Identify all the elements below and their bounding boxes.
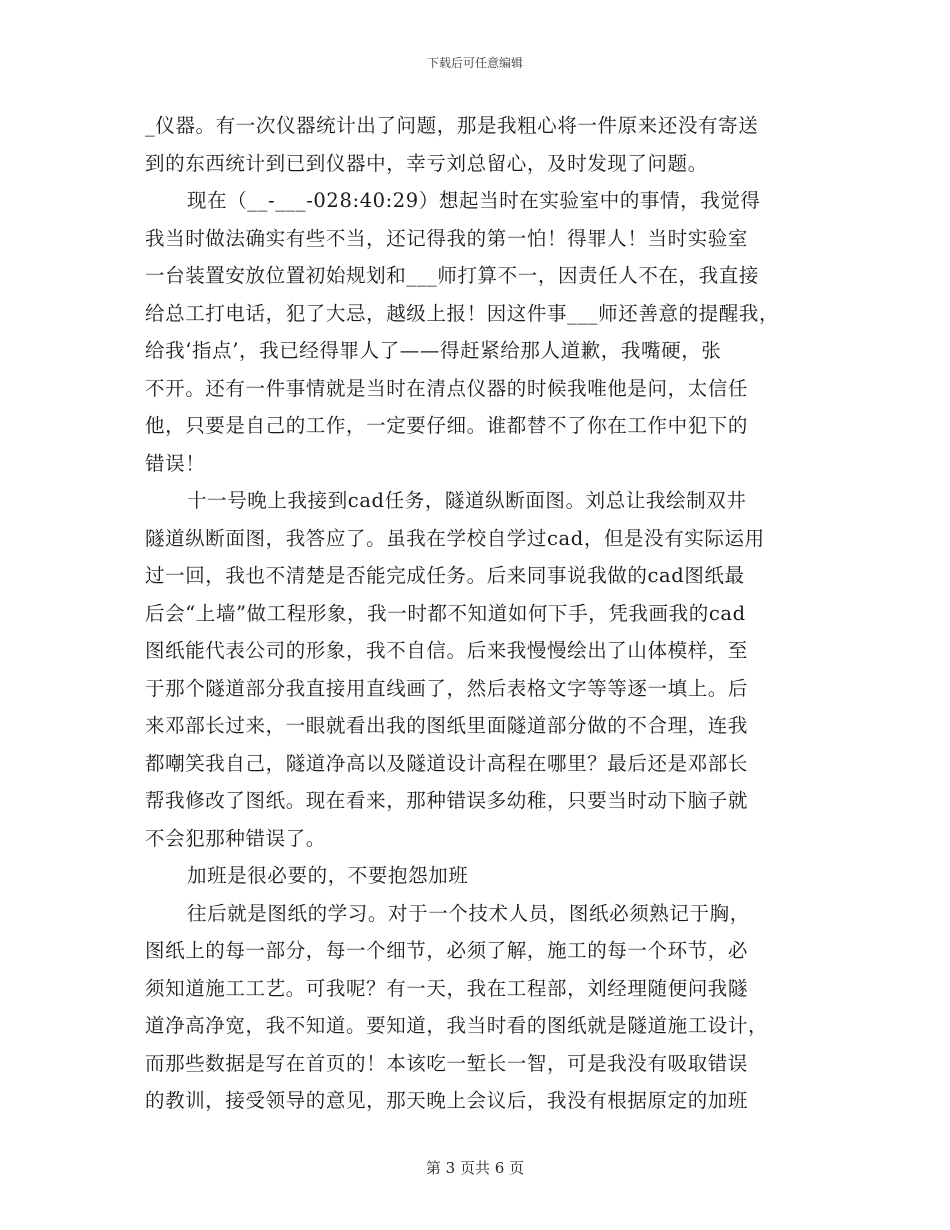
text-line: 须知道施工工艺。可我呢？有一天，我在工程部，刘经理随便问我隧 bbox=[145, 976, 749, 1000]
page-number-footer: 第 3 页共 6 页 bbox=[425, 1159, 525, 1177]
text-line: 后会“上墙”做工程形象，我一时都不知道如何下手，凭我画我的cad bbox=[145, 601, 746, 625]
text-line: 十一号晚上我接到cad任务，隧道纵断面图。刘总让我绘制双井 bbox=[187, 489, 747, 512]
text-line: 于那个隧道部分我直接用直线画了，然后表格文字等等逐一填上。后 bbox=[145, 676, 749, 700]
text-line: 现在（__-___-028:40:29）想起当时在实验室中的事情，我觉得 bbox=[187, 189, 761, 212]
text-line: 到的东西统计到已到仪器中，幸亏刘总留心，及时发现了问题。 bbox=[145, 151, 708, 175]
page-header: 下载后可任意编辑 bbox=[426, 56, 523, 70]
text-line: 而那些数据是写在首页的！本该吃一堑长一智，可是我没有吸取错误 bbox=[145, 1051, 749, 1075]
text-line: 道净高净宽，我不知道。要知道，我当时看的图纸就是隧道施工设计， bbox=[145, 1014, 769, 1037]
text-line: 给总工打电话，犯了大忌，越级上报！因这件事___师还善意的提醒我， bbox=[145, 301, 780, 325]
text-line: 帮我修改了图纸。现在看来，那种错误多幼稚，只要当时动下脑子就 bbox=[145, 789, 749, 812]
text-line: 往后就是图纸的学习。对于一个技术人员，图纸必须熟记于胸， bbox=[187, 901, 750, 925]
text-line: _仪器。有一次仪器统计出了问题，那是我粗心将一件原来还没有寄送 bbox=[145, 114, 759, 137]
text-line: 错误！ bbox=[145, 451, 206, 475]
text-line: 来邓部长过来，一眼就看出我的图纸里面隧道部分做的不合理，连我 bbox=[145, 714, 749, 737]
text-line: 过一回，我也不清楚是否能完成任务。后来同事说我做的cad图纸最 bbox=[145, 564, 745, 587]
text-line: 的教训，接受领导的意见，那天晚上会议后，我没有根据原定的加班 bbox=[145, 1089, 749, 1112]
text-line: 都嘲笑我自己，隧道净高以及隧道设计高程在哪里？最后还是邓部长 bbox=[145, 751, 749, 775]
text-line: 隧道纵断面图，我答应了。虽我在学校自学过cad，但是没有实际运用 bbox=[145, 526, 765, 550]
text-line: 不开。还有一件事情就是当时在清点仪器的时候我唯他是问，太信任 bbox=[145, 376, 749, 400]
text-line: 给我‘指点’，我已经得罪人了——得赶紧给那人道歉，我嘴硬，张 bbox=[145, 339, 722, 362]
text-line: 一台装置安放位置初始规划和___师打算不一，因责任人不在，我直接 bbox=[145, 264, 759, 287]
text-line: 图纸能代表公司的形象，我不自信。后来我慢慢绘出了山体模样，至 bbox=[145, 639, 749, 662]
text-line: 加班是很必要的，不要抱怨加班 bbox=[187, 864, 469, 887]
text-line: 图纸上的每一部分，每一个细节，必须了解，施工的每一个环节，必 bbox=[145, 939, 749, 962]
text-line: 我当时做法确实有些不当，还记得我的第一怕！得罪人！当时实验室 bbox=[145, 226, 749, 250]
text-line: 他，只要是自己的工作，一定要仔细。谁都替不了你在工作中犯下的 bbox=[145, 414, 749, 437]
document-body bbox=[145, 107, 810, 1120]
text-line: 不会犯那种错误了。 bbox=[145, 826, 326, 850]
